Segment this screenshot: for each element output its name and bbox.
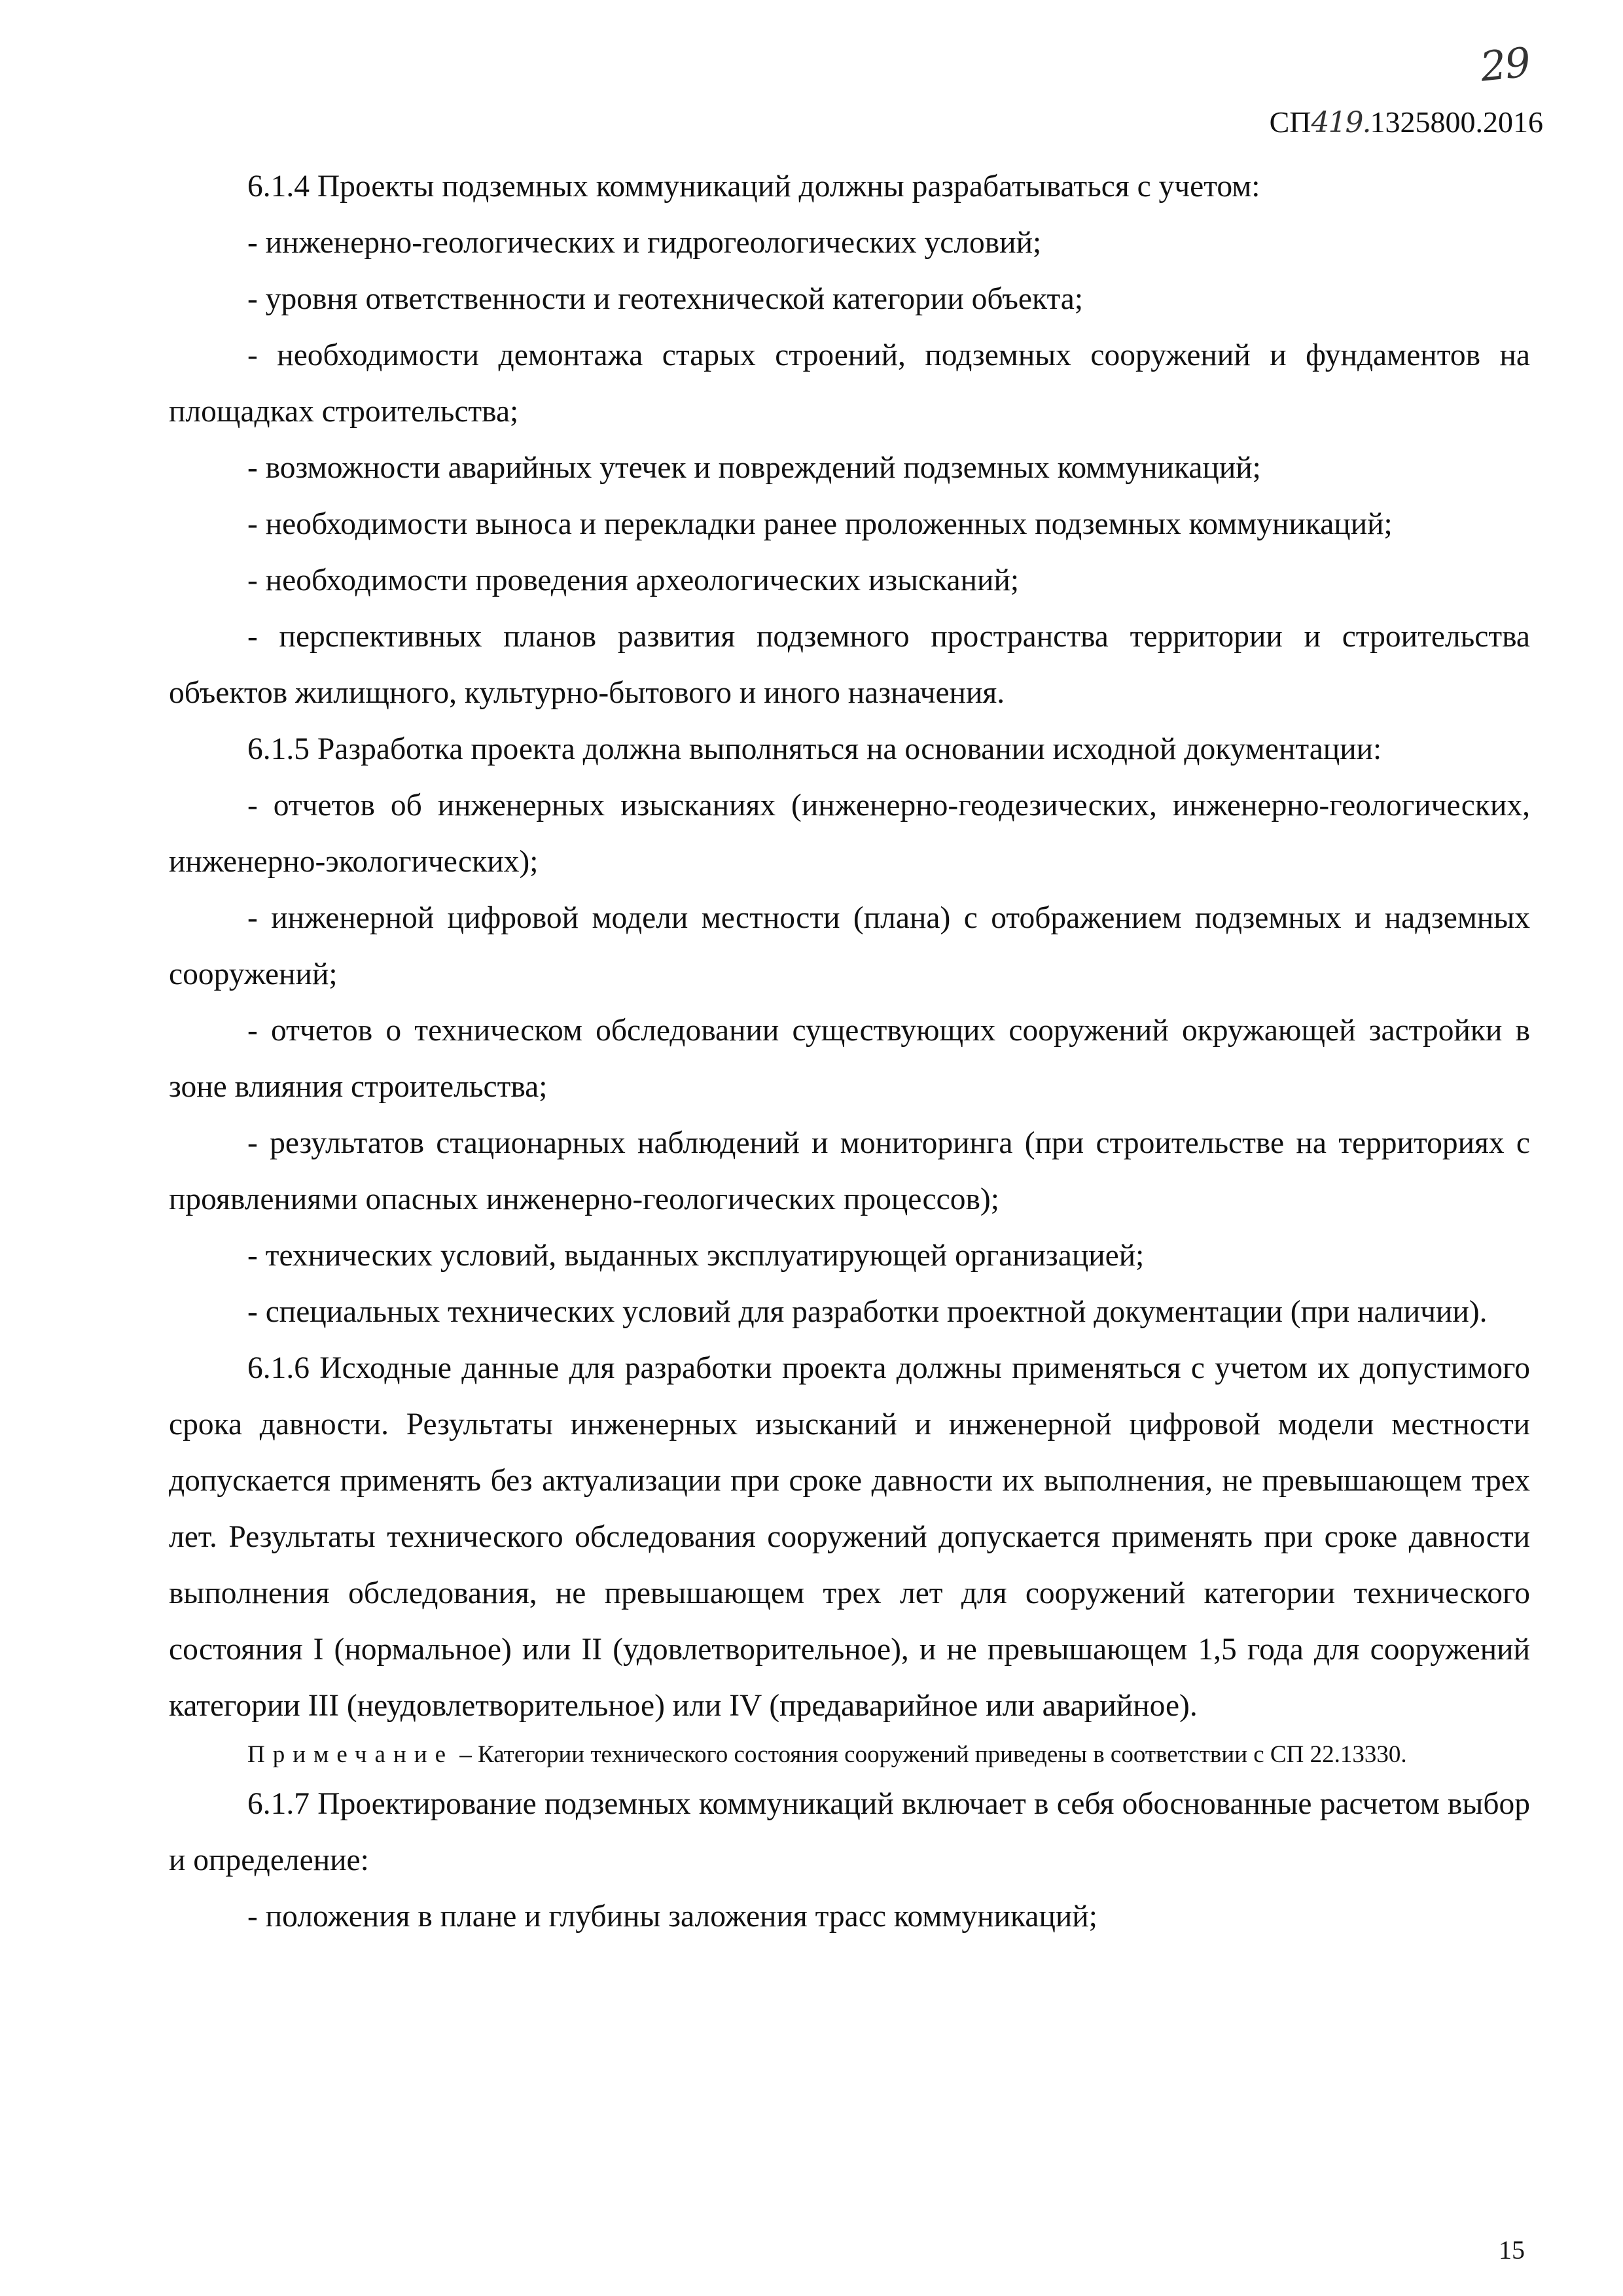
page-number: 15 xyxy=(1499,2235,1525,2265)
document-code-handwritten: 419. xyxy=(1311,106,1370,139)
paragraph: - инженерно-геологических и гидрогеологических условий; xyxy=(247,226,1042,260)
paragraph: - уровня ответственности и геотехнической категории объекта; xyxy=(247,282,1084,316)
document-code xyxy=(1270,105,1543,139)
paragraph: - перспективных планов развития подземного пространства территории и строительства объектов жилищного, культурно-бытового и иного назначения. xyxy=(169,620,1530,710)
paragraph: - результатов стационарных наблюдений и мониторинга (при строительстве на территориях с проявлениями опасных инженерно-геологических процессов); xyxy=(169,1126,1530,1216)
paragraph: - технических условий, выданных эксплуатирующей организацией; xyxy=(247,1239,1145,1273)
paragraph: 6.1.4 Проекты подземных коммуникаций должны разрабатываться с учетом: xyxy=(247,169,1260,203)
document-code-prefix: СП xyxy=(1269,105,1311,139)
paragraph: - положения в плане и глубины заложения трасс коммуникаций; xyxy=(247,1899,1097,1934)
paragraph: - отчетов об инженерных изысканиях (инженерно-геодезических, инженерно-геологических, инженерно-экологических); xyxy=(169,788,1530,879)
paragraph: 6.1.7 Проектирование подземных коммуникаций включает в себя обоснованные расчетом выбор и определение: xyxy=(169,1787,1530,1877)
paragraph: - отчетов о техническом обследовании существующих сооружений окружающей застройки в зоне влияния строительства; xyxy=(169,1014,1530,1104)
handwritten-page-number: 29 xyxy=(1478,38,1532,91)
paragraph: - необходимости проведения археологических изысканий; xyxy=(247,563,1020,597)
paragraph: 6.1.6 Исходные данные для разработки проекта должны применяться с учетом их допустимого срока давности. Результаты инженерных изысканий и инженерной цифровой модели местности допускается применять без актуализации при сроке давности их выполнения, не превышающем трех лет. Результаты технического обследования сооружений допускается применять при сроке давности выполнения обследования, не превышающем трех лет для сооружений категории технического состояния I (нормальное) или II (удовлетворительное), и не превышающем 1,5 года для сооружений категории III (неудовлетворительное) или IV (предаварийное или аварийное). xyxy=(169,1351,1530,1723)
note xyxy=(169,1734,1530,1776)
note-label: Примечание xyxy=(247,1741,454,1768)
paragraph: - необходимости выноса и перекладки ранее проложенных подземных коммуникаций; xyxy=(247,507,1393,541)
note-dash: – xyxy=(454,1741,478,1768)
paragraph: - возможности аварийных утечек и повреждений подземных коммуникаций; xyxy=(247,451,1261,485)
paragraph: - необходимости демонтажа старых строений, подземных сооружений и фундаментов на площадках строительства; xyxy=(169,338,1530,429)
paragraph: - специальных технических условий для разработки проектной документации (при наличии). xyxy=(247,1295,1488,1329)
paragraph: 6.1.5 Разработка проекта должна выполняться на основании исходной документации: xyxy=(247,732,1382,766)
note-text: Категории технического состояния сооружений приведены в соответствии с СП 22.13330. xyxy=(478,1741,1407,1768)
document-code-suffix: 1325800.2016 xyxy=(1370,105,1543,139)
document-body xyxy=(169,158,1530,1945)
paragraph: - инженерной цифровой модели местности (плана) с отображением подземных и надземных сооружений; xyxy=(169,901,1530,991)
